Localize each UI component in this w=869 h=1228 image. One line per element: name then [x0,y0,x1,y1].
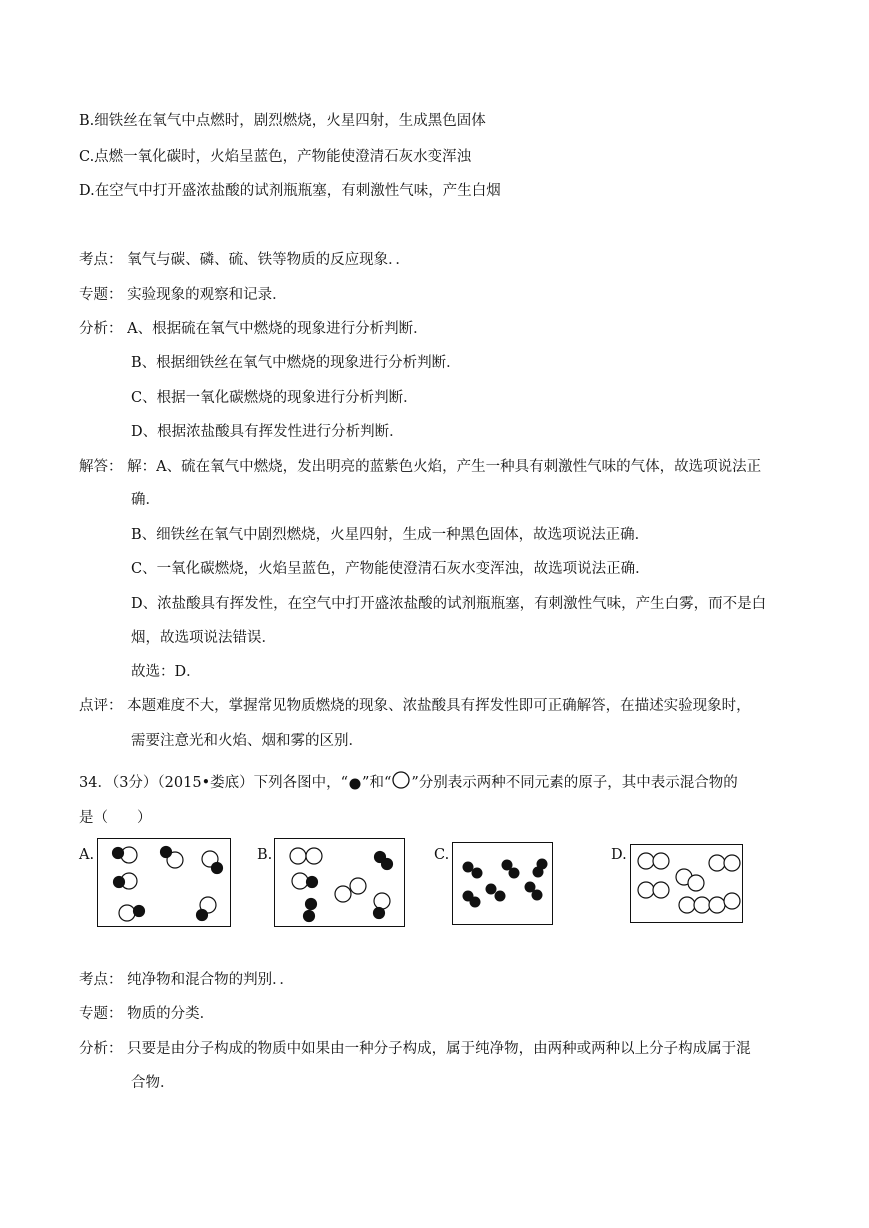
choice-a-label: A. [79,847,95,863]
q34-fenxi-line: 合物． [131,1075,175,1091]
q33-zhuanti: 专题： 实验现象的观察和记录． [79,287,287,303]
black-atom-icon [348,775,362,791]
choice-d-label: D. [611,847,627,863]
q34-stem-part: ”分别表示两种不同元素的原子，其中表示混合物的 [411,775,738,791]
q34-fenxi-line: 分析： 只要是由分子构成的物质中如果由一种分子构成，属于纯净物，由两种或两种以上分子构成属于混 [79,1041,751,1057]
q34-stem [79,771,738,793]
option-b-text: B.细铁丝在氧气中点燃时，剧烈燃烧，火星四射，生成黑色固体 [79,113,486,129]
white-atom-icon [391,771,411,791]
q34-stem-part: ”和“ [362,775,392,791]
q34-kaodian: 考点： 纯净物和混合物的判别．． [79,972,294,988]
q33-jieda-line: 解答： 解：A、硫在氧气中燃烧，发出明亮的蓝紫色火焰，产生一种具有刺激性气味的气体，故选项说法正 [79,459,762,475]
diagram-a-molecules [98,839,232,928]
diagram-d-molecules [631,845,744,924]
q33-jieda-line: C、一氧化碳燃烧，火焰呈蓝色，产物能使澄清石灰水变浑浊，故选项说法正确． [131,561,650,577]
diagram-b-molecules [275,839,406,928]
q33-kaodian: 考点： 氧气与碳、磷、硫、铁等物质的反应现象．． [79,252,410,268]
choice-b-label: B. [257,847,273,863]
option-d-text: D.在空气中打开盛浓盐酸的试剂瓶瓶塞，有刺激性气味，产生白烟 [79,183,501,199]
q33-fenxi-line: B、根据细铁丝在氧气中燃烧的现象进行分析判断． [131,355,461,371]
diagram-c [452,842,553,925]
choice-c-label: C. [434,847,450,863]
q33-fenxi-line: C、根据一氧化碳燃烧的现象进行分析判断． [131,390,418,406]
diagram-a [97,838,231,927]
diagram-d [630,844,743,923]
q34-stem-line2: 是（ ） [79,810,152,826]
option-c-text: C.点燃一氧化碳时，火焰呈蓝色，产物能使澄清石灰水变浑浊 [79,149,472,165]
q33-jieda-line: 故选：D． [131,664,201,680]
q33-fenxi-line: D、根据浓盐酸具有挥发性进行分析判断． [131,424,404,440]
diagram-c-molecules [453,843,554,926]
q33-fenxi-line: 分析： A、根据硫在氧气中燃烧的现象进行分析判断． [79,321,428,337]
q33-jieda-line: 烟，故选项说法错误． [131,630,276,646]
q33-jieda-line: D、浓盐酸具有挥发性，在空气中打开盛浓盐酸的试剂瓶瓶塞，有刺激性气味，产生白雾，而不是白 [131,596,767,612]
q33-dianping-line: 点评： 本题难度不大，掌握常见物质燃烧的现象、浓盐酸具有挥发性即可正确解答，在描述实验现象时， [79,698,751,714]
q33-dianping-line: 需要注意光和火焰、烟和雾的区别． [131,733,363,749]
q33-jieda-line: B、细铁丝在氧气中剧烈燃烧，火星四射，生成一种黑色固体，故选项说法正确． [131,527,650,543]
q34-zhuanti: 专题： 物质的分类． [79,1006,215,1022]
q33-jieda-line: 确． [131,492,160,508]
diagram-b [274,838,405,927]
q34-stem-part: 34．（3分）（2015•娄底）下列各图中，“ [79,775,349,791]
